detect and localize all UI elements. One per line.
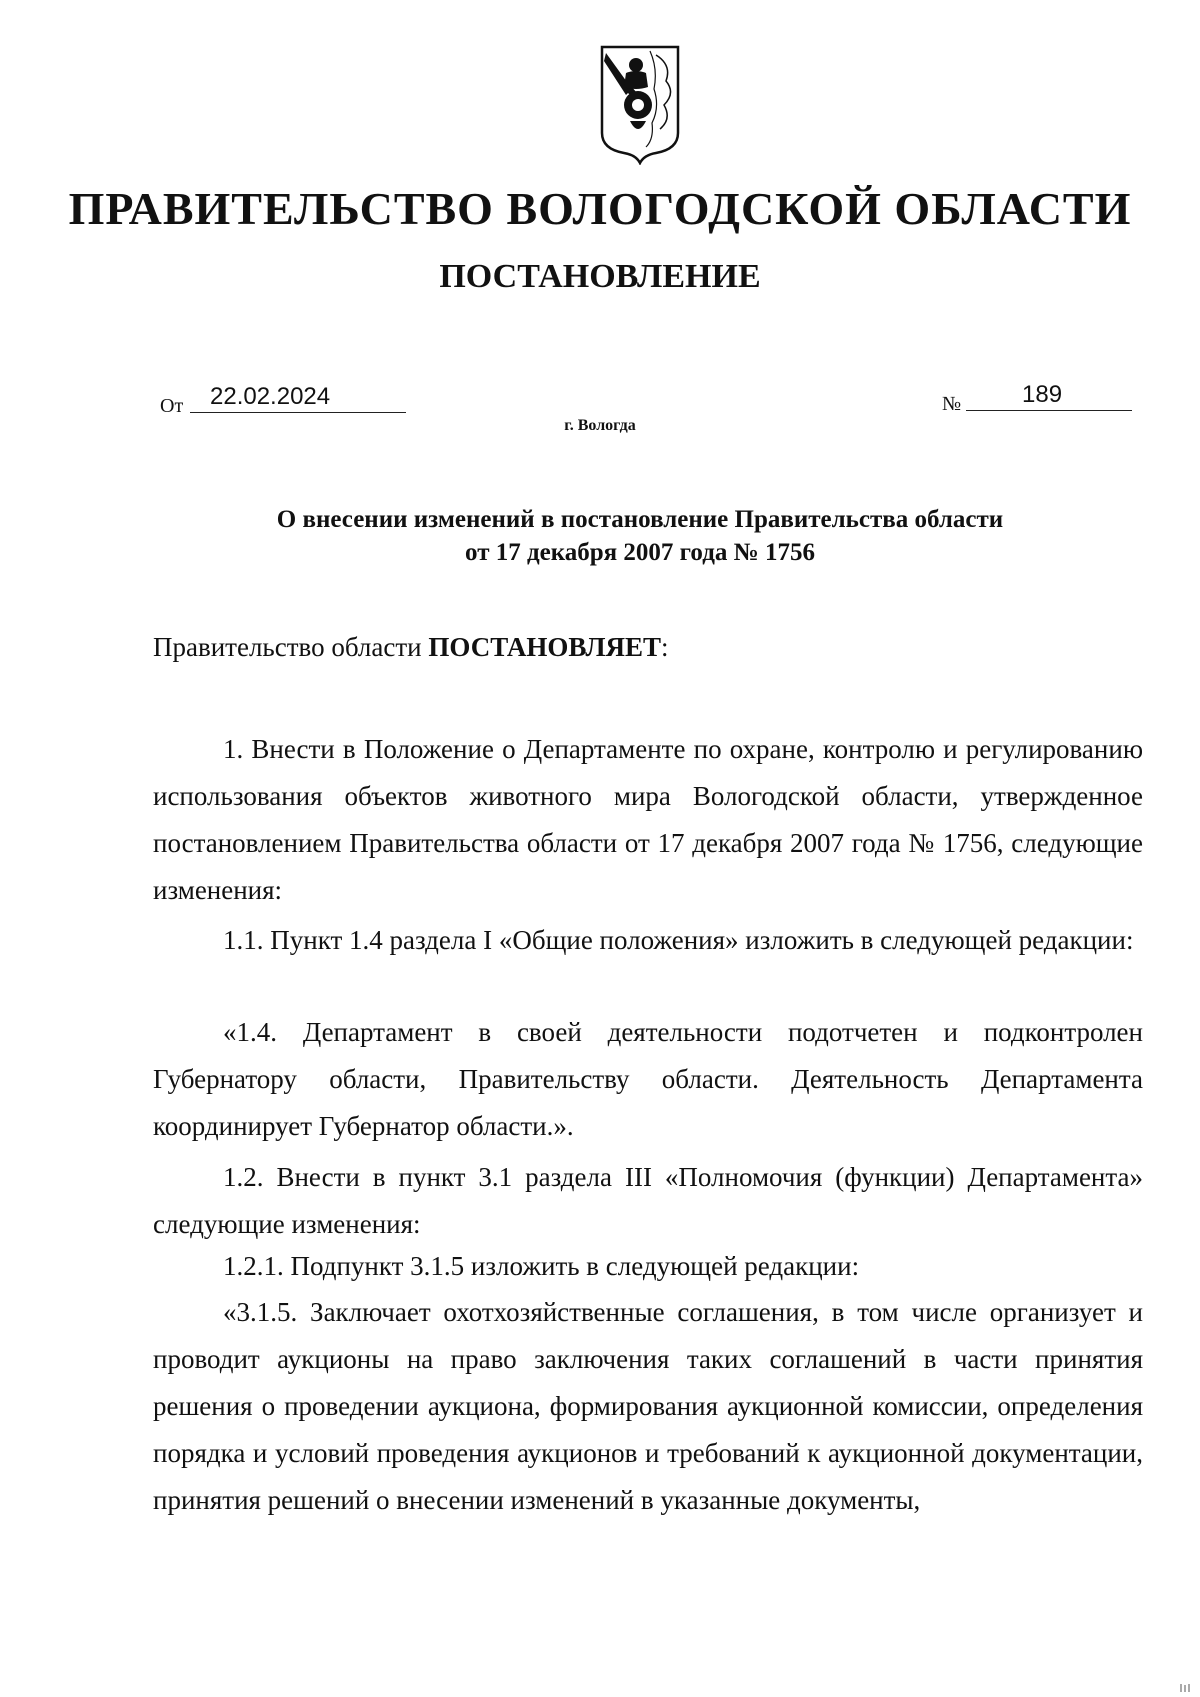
number-label: №: [942, 393, 962, 415]
document-type-title: ПОСТАНОВЛЕНИЕ: [439, 258, 761, 295]
organization-title: ПРАВИТЕЛЬСТВО ВОЛОГОДСКОЙ ОБЛАСТИ: [68, 183, 1132, 234]
preamble: [153, 632, 669, 663]
paragraph-1-2: 1.2. Внести в пункт 3.1 раздела III «Полномочия (функции) Департамента» следующие изменения:: [153, 1162, 1143, 1239]
paragraph-1-4-quote: «1.4. Департамент в своей деятельности подотчетен и подконтролен Губернатору области, Правительству области. Деятельность Департамента координирует Губернатор области.».: [153, 1017, 1143, 1141]
document-date: 22.02.2024: [190, 383, 406, 413]
scan-mark: [1180, 1683, 1192, 1693]
preamble-prefix: Правительство области: [153, 632, 429, 662]
subject-line-1: О внесении изменений в постановление Правительства области: [276, 506, 1004, 533]
paragraph-1: 1. Внести в Положение о Департаменте по охране, контролю и регулированию использования объектов животного мира Вологодской области, утвержденное постановлением Правительства области от 17 декабря 2007 года № 1756, следующие изменения:: [153, 734, 1143, 905]
paragraph-1-1: 1.1. Пункт 1.4 раздела I «Общие положения» изложить в следующей редакции:: [223, 925, 1134, 955]
document-subject: [150, 503, 1130, 569]
preamble-suffix: :: [660, 632, 669, 662]
coat-of-arms-icon: [600, 45, 680, 165]
date-label: От: [160, 395, 184, 417]
paragraph-1-2-1: 1.2.1. Подпункт 3.1.5 изложить в следующей редакции:: [223, 1251, 860, 1281]
document-number: 189: [966, 381, 1132, 411]
subject-line-2: от 17 декабря 2007 года № 1756: [465, 539, 815, 566]
preamble-emphasis: ПОСТАНОВЛЯЕТ: [428, 632, 661, 662]
paragraph-3-1-5-quote: «3.1.5. Заключает охотхозяйственные соглашения, в том числе организует и проводит аукционы на право заключения таких соглашений в части принятия решения о проведении аукциона, формирования аукционной комиссии, определения порядка и условий проведения аукционов и требований к аукционной документации, принятия решений о внесении изменений в указанные документы,: [153, 1297, 1143, 1515]
city-name: г. Вологда: [564, 417, 636, 434]
